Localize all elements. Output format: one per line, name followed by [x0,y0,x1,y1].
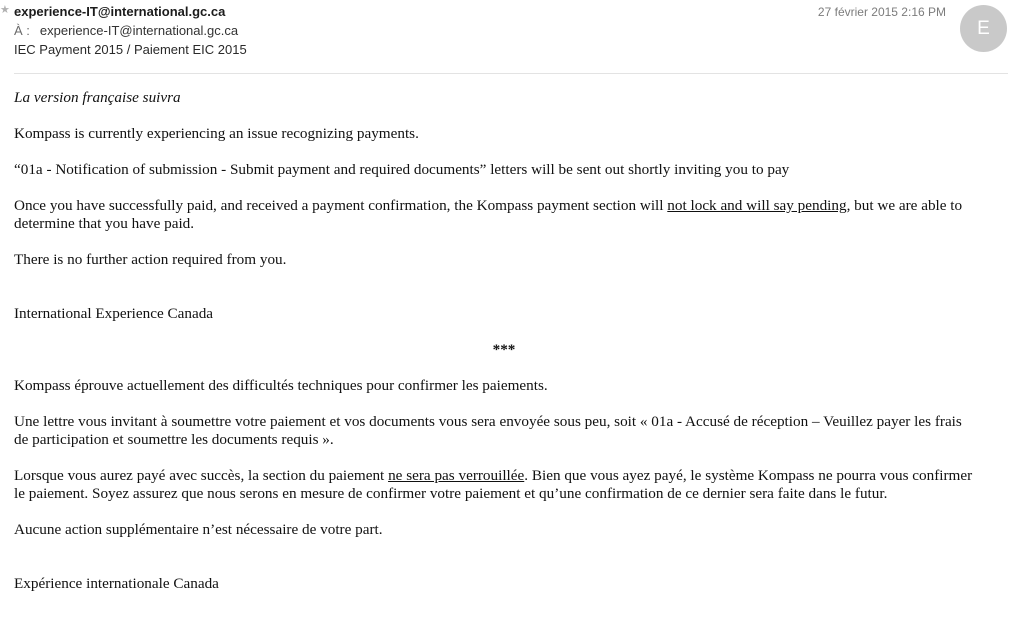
sender-address[interactable]: experience-IT@international.gc.ca [14,4,226,19]
sender-avatar[interactable]: E [960,5,1007,52]
language-separator: *** [492,341,516,358]
recipient-address[interactable]: experience-IT@international.gc.ca [39,23,239,38]
fr-paragraph-3 [14,467,974,503]
fr-underlined-text: ne sera pas verrouillée [388,467,525,484]
en-paragraph-4: There is no further action required from you. [14,251,287,268]
fr-paragraph-3-end: . Bien que vous ayez payé, le système Kompass ne pourra vous confirmer le paiement. Soyez assurez que nous serons en mesure de confirmer votre paiement et qu’une confirmation de ce dernier sera faite dans le futur. [14,467,973,502]
en-paragraph-3-end: , but we are able to determine that you have paid. [14,197,963,232]
header-divider [14,73,1008,74]
en-signature: International Experience Canada [14,305,214,322]
message-date: 27 février 2015 2:16 PM [817,5,946,19]
fr-paragraph-3-start: Lorsque vous aurez payé avec succès, la section du paiement [14,467,389,484]
spacer [14,557,974,575]
en-paragraph-3 [14,197,974,233]
message-header [0,0,1012,74]
intro-line: La version française suivra [14,89,181,106]
fr-paragraph-2: Une lettre vous invitant à soumettre votre paiement et vos documents vous sera envoyée sous peu, soit « 01a - Accusé de réception – Veuillez payer les frais de participation et soumettre les documents requis ». [14,413,962,448]
spacer [14,287,974,305]
en-paragraph-1: Kompass is currently experiencing an issue recognizing payments. [14,125,419,142]
fr-paragraph-4: Aucune action supplémentaire n’est nécessaire de votre part. [14,521,383,538]
message-subject: IEC Payment 2015 / Paiement EIC 2015 [14,42,247,57]
star-icon[interactable]: ★ [0,4,10,16]
to-label: À : [14,23,30,38]
fr-signature: Expérience internationale Canada [14,575,219,592]
en-paragraph-2: “01a - Notification of submission - Submit payment and required documents” letters will be sent out shortly inviting you to pay [14,161,790,178]
message-body [14,89,974,611]
en-underlined-text: not lock and will say pending [667,197,847,214]
recipient-row [14,22,238,39]
en-paragraph-3-start: Once you have successfully paid, and received a payment confirmation, the Kompass payment section will [14,197,668,214]
fr-paragraph-1: Kompass éprouve actuellement des difficultés techniques pour confirmer les paiements. [14,377,548,394]
